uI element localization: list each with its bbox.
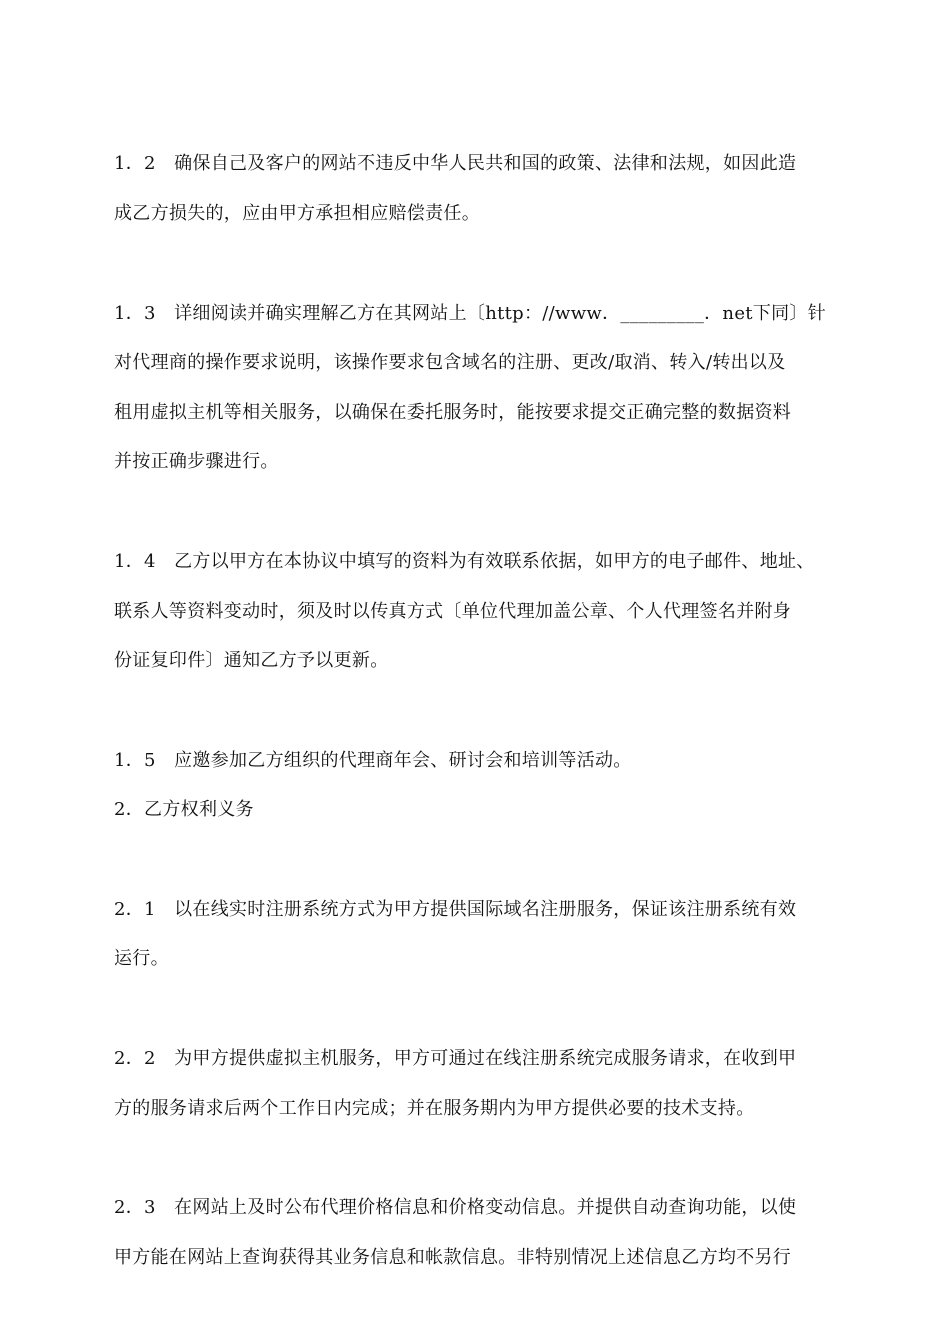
clause-1-4-line-1: 1．4 乙方以甲方在本协议中填写的资料为有效联系依据，如甲方的电子邮件、地址、 [114, 551, 815, 572]
clause-1-3-line-4: 并按正确步骤进行。 [114, 451, 279, 472]
clause-1-3-line-3: 租用虚拟主机等相关服务，以确保在委托服务时，能按要求提交正确完整的数据资料 [114, 402, 792, 423]
clause-2-3-line-1: 2．3 在网站上及时公布代理价格信息和价格变动信息。并提供自动查询功能，以使 [114, 1197, 797, 1218]
clause-2-2-line-1: 2．2 为甲方提供虚拟主机服务，甲方可通过在线注册系统完成服务请求，在收到甲 [114, 1048, 797, 1069]
clause-1-2-line-1: 1．2 确保自己及客户的网站不违反中华人民共和国的政策、法律和法规，如因此造 [114, 153, 797, 174]
clause-1-5-line-1: 1．5 应邀参加乙方组织的代理商年会、研讨会和培训等活动。 [114, 750, 632, 771]
clause-1-3-line-2: 对代理商的操作要求说明，该操作要求包含域名的注册、更改/取消、转入/转出以及 [114, 352, 786, 373]
clause-2-2-line-2: 方的服务请求后两个工作日内完成；并在服务期内为甲方提供必要的技术支持。 [114, 1098, 755, 1119]
clause-2-1-line-1: 2．1 以在线实时注册系统方式为甲方提供国际域名注册服务，保证该注册系统有效 [114, 899, 797, 920]
clause-1-4-line-2: 联系人等资料变动时，须及时以传真方式〔单位代理加盖公章、个人代理签名并附身 [114, 601, 792, 622]
clause-2-3-line-2: 甲方能在网站上查询获得其业务信息和帐款信息。非特别情况上述信息乙方均不另行 [114, 1247, 792, 1268]
clause-1-4-line-3: 份证复印件〕通知乙方予以更新。 [114, 650, 389, 671]
clause-2-1-line-2: 运行。 [114, 948, 169, 969]
section-2-heading: 2．乙方权利义务 [114, 799, 254, 820]
clause-1-3-line-1: 1．3 详细阅读并确实理解乙方在其网站上〔http：//www．_________．net下同〕针 [114, 303, 827, 324]
clause-1-2-line-2: 成乙方损失的，应由甲方承担相应赔偿责任。 [114, 203, 480, 224]
